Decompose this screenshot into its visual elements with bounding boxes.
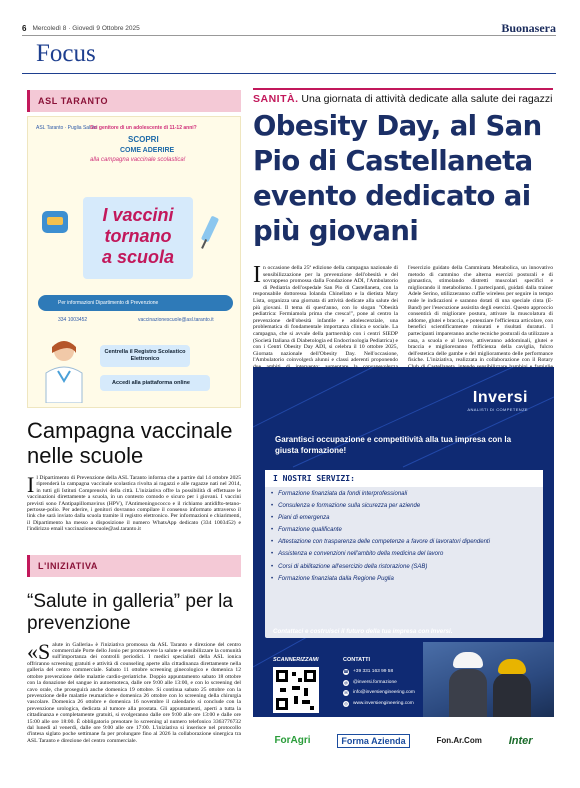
vaccine-poster <box>27 116 241 408</box>
service-item: • Assistenza e convenzioni nell'ambito della medicina del lavoro <box>271 551 444 558</box>
worker-figure <box>449 669 487 717</box>
service-item: • Formazione finanziata dalla Regione Puglia <box>271 575 394 582</box>
section-banner-asl: ASL TARANTO <box>27 90 241 112</box>
ad-tagline: ANALISTI DI COMPETENZE <box>467 407 528 412</box>
workers-photo <box>423 642 554 717</box>
poster-scopri: SCOPRI <box>128 135 159 144</box>
worker-figure <box>493 673 531 717</box>
ad-title: Garantisci occupazione e competitività alla tua impresa con la giusta formazione! <box>275 435 512 455</box>
poster-big-line1: I vaccini <box>102 205 174 225</box>
helmet-icon <box>498 659 526 674</box>
article-column-1 <box>253 262 398 384</box>
headline: Obesity Day, al San Pio di Castellaneta evento dedicato ai più giovani <box>253 110 542 247</box>
page-header <box>22 22 556 34</box>
poster-big-text <box>78 205 198 268</box>
bullet-icon: • <box>271 527 274 534</box>
bullet-icon: • <box>271 563 274 570</box>
social-icon: @ <box>343 679 349 685</box>
qr-code-icon[interactable] <box>273 667 319 713</box>
section-title: Focus <box>36 40 96 67</box>
fonarcom-logo: Fon.Ar.Com <box>436 735 482 745</box>
bullet-icon: • <box>271 515 274 522</box>
syringe-icon <box>196 212 232 252</box>
service-item: • Consulenza e formazione sulla sicurezza per aziende <box>271 503 421 510</box>
mail-icon: ✉ <box>344 690 348 696</box>
bullet-icon: • <box>271 491 274 497</box>
inversi-logo <box>467 389 528 412</box>
bullet-icon: • <box>271 503 274 510</box>
services-header: I NOSTRI SERVIZI: <box>265 470 543 487</box>
issue-date: Mercoledì 8 · Giovedì 9 Ottobre 2025 <box>32 24 140 32</box>
foragri-logo: ForAgri <box>274 735 311 746</box>
doctor-illustration-icon <box>40 337 88 403</box>
article-title-campagna: Campagna vaccinale nelle scuole <box>27 418 233 468</box>
inter-logo: Inter <box>508 734 533 747</box>
top-rule <box>22 35 556 36</box>
poster-come-aderire: COME ADERIRE <box>120 147 175 154</box>
backpack-icon <box>38 205 72 235</box>
inversi-advertisement[interactable] <box>253 367 554 764</box>
contact-social[interactable]: @ @inversi.formazione <box>343 679 397 685</box>
section-banner-iniziativa: L'INIZIATIVA <box>27 555 241 577</box>
forma-azienda-logo: Forma Azienda <box>337 734 409 748</box>
section-rule <box>22 73 556 74</box>
service-item: • Formazione finanziata da fondi interprofessionali <box>271 491 408 497</box>
kicker-tag: SANITÀ. <box>253 93 299 105</box>
article-body-campagna <box>27 472 241 533</box>
poster-info-bar: Per informazioni Dipartimento di Prevenzione <box>38 295 233 311</box>
partner-logos <box>253 717 554 764</box>
scan-label: SCANNERIZZAMI <box>273 657 319 663</box>
ad-brand: Inversi <box>472 389 528 406</box>
poster-platform-button: Accedi alla piattaforma online <box>100 375 210 391</box>
contact-phone[interactable]: ☎ +39 331 163 99 58 <box>343 669 394 674</box>
contacts-list <box>343 669 415 711</box>
poster-email: vaccinazionescuole@asl.taranto.it <box>138 317 214 323</box>
dropcap: I <box>27 472 35 497</box>
left-column <box>27 90 241 744</box>
service-item: • Piani di emergenza <box>271 515 330 522</box>
poster-logo: ASL Taranto · Puglia Salute <box>36 125 98 131</box>
article-body-salute <box>27 638 241 745</box>
article-column-2: l'esercizio guidato della Camminata Metabolica, un innovativo metodo di cammino che alterna esercizi posturali e di ginnastica, stimolando distretti muscolari specifici e migliorando il metabolismo. I partecipanti, guidati dalla trainer Adele Serino, utilizzeranno cuffie wireless per seguire in tempo reale le indicazioni e saranno dotati di una speciale cinta (E-Band) per l'esecuzione assistita degli esercizi. Questo approccio consentirà di migliorare postura, attivare la muscolatura di addome, glutei e braccia, e potenziare l'efficienza articolare, con benefici scientificamente misurati e risultati duraturi. I partecipanti impareranno anche tecniche posturali da utilizzare a casa, a scuola e al lavoro, attiveranno addominali, glutei e braccia e miglioreranno l'efficienza della caviglia, fulcro dell'estetica delle gambe e del miglioramento delle performance fisiche. L'iniziativa, realizzata in collaborazione con il Rotary <box>408 265 553 364</box>
phone-icon: ☎ <box>343 669 349 674</box>
contact-website[interactable]: ◎ www.inversiengineering.com <box>344 700 414 706</box>
article-title-salute: “Salute in galleria” per la prevenzione <box>27 590 233 634</box>
poster-big-line3: a scuola <box>101 247 175 267</box>
helmet-icon <box>453 652 483 668</box>
contacts-label: CONTATTI <box>343 657 370 663</box>
article-text: l Dipartimento di Prevenzione della ASL Taranto informa che a partire dal 14 ottobre 2025 riprenderà la campagna vaccinale scolastica rivolta ai ragazzi e alle ragazze nati nel 2014, in tutti gli Istituti Comprensivi della città. L'iniziativa offre la possibilità di effettuare le vaccinazioni direttamente a scuola, in un contesto comodo e sicuro per i giovani. I vaccini previsti sono l'Antipapillomavirus (HPV), l'Antimeningococco e il richiamo antidifto-tetano-pertosse-polio. Per aderire, i genitori dovranno compilare il consenso informato attraverso il link che sarà inviato dalla scuola tramite il registro elettronico. Per informazioni e chiarimenti, il Dipartimento ha messo a disposizione il numero WhatsApp dedicato (334 1003452) e l'indirizzo email vaccinazionescuole@asl.taranto.it <box>27 475 241 533</box>
poster-big-line2: tornano <box>104 226 172 246</box>
bullet-icon: • <box>271 551 274 558</box>
poster-question: Sei genitore di un adolescente di 11-12 anni? <box>90 125 197 131</box>
kicker-text: Una giornata di attività dedicate alla salute dei ragazzi <box>301 93 553 105</box>
poster-campagna: alla campagna vaccinale scolastica! <box>90 157 186 163</box>
dropcap: «S <box>27 638 51 664</box>
masthead: Buonasera <box>501 20 556 35</box>
bullet-icon: • <box>271 539 274 546</box>
article-text: n occasione della 25ª edizione della campagna nazionale di sensibilizzazione per la prevenzione dell'obesità e del sovrappeso promossa dalla Fondazione ADI, l'Ambulatorio di Pediatria dell'ospedale San Pio di Castellaneta, con la responsabile dottoressa Iolanda Chinellato e la dietista Mary Lista, organizza una giornata di attività dedicate alla salute dei più giovani. Il tema di quest'anno, con lo slogan "Obesità pediatrica: Fermiamola prima che cresca!", pone al centro la prevenzione dell'obesità infantile e adolescenziale, una problematica di fondamentale importanza clinica e sociale. La campagna, che si avvale della partnership con i centri SIEDP (Società Italiana di Diabetologia ed Endocrinologia Pediatrica) e con i Centri Obesity Day ADI, si celebra il 10 ottobre 2025, Giornata nazionale dell'Obesity Day. Nell'occasione, l'Ambulatorio coinvolgerà alunni e classi aderenti proponendo <box>253 265 398 364</box>
kicker <box>253 88 553 105</box>
service-item: • Corsi di abilitazione all'esercizio della ristorazione (SAB) <box>271 563 428 570</box>
ad-contact-line: Contattaci e costruisci il futuro della tua impresa con Inversi. <box>273 628 453 635</box>
service-item: • Formazione qualificante <box>271 527 342 534</box>
services-list <box>271 491 539 588</box>
bullet-icon: • <box>271 575 274 582</box>
dropcap: I <box>253 262 261 288</box>
poster-registro-button: Centrella il Registro Scolastico Elettronico <box>100 345 190 367</box>
article-obesity-day <box>253 262 553 384</box>
page-number: 6 <box>22 23 27 33</box>
globe-icon: ◎ <box>344 700 348 706</box>
poster-phone: 334 1003452 <box>58 317 88 323</box>
service-item: • Attestazione con trasparenza delle competenze a favore di lavoratori dipendenti <box>271 539 490 546</box>
contact-email[interactable]: ✉ info@inversiengineering.com <box>344 690 415 696</box>
article-text: alute in Galleria» è l'iniziativa promossa da ASL Taranto e direzione del centro commerciale Porte dello Jonio per promuovere la salute e sensibilizzare la comunità sull'importanza dei controlli periodici. I medici specialisti della ASL ionica offriranno screening gratuiti e attività di counseling aperte alla cittadinanza direttamente nella galleria del centro commerciale. Sabato 11 ottobre screening ginecologico e domenica 12 ottobre prevenzione delle malattie cardio-geriatriche. Doppio appuntamento sabato 18 ottobre con la donazione del sangue in autoemoteca, dalle ore 9:00 alle 13:00, e con lo screening del cavo orale, che proseguirà anche domenica 19 ottobre. Si continua sabato 25 ottobre con la prevenzione delle malattie reumatiche e domenica 26 ottobre con lo screening della chirurgia vascolare. Domenica 26 ottobre e domenica 16 novembre il calendario si conclude con la prevenzione urologica, dedicata al tumore alla prostata. Gli appuntamenti, aperti a tutta la cittadinanza e completamente gratuiti, si svolgeranno dalle ore 9:00 alle ore 13:00 e dalle ore 15:00 alle ore 18:00. È obbligatorio prenotare lo screening al numero telefonico 3363776732 dal lunedì al venerdì, dalle ore 9:00 alle ore 17:00. L'iniziativa si inserisce nel protocollo d'intesa siglato poche settimane fa per prolungare fino al 2026 la collaborazione sinergica tra ASL Taranto e direzione del centro commerciale. <box>27 641 241 744</box>
right-column <box>253 88 553 384</box>
